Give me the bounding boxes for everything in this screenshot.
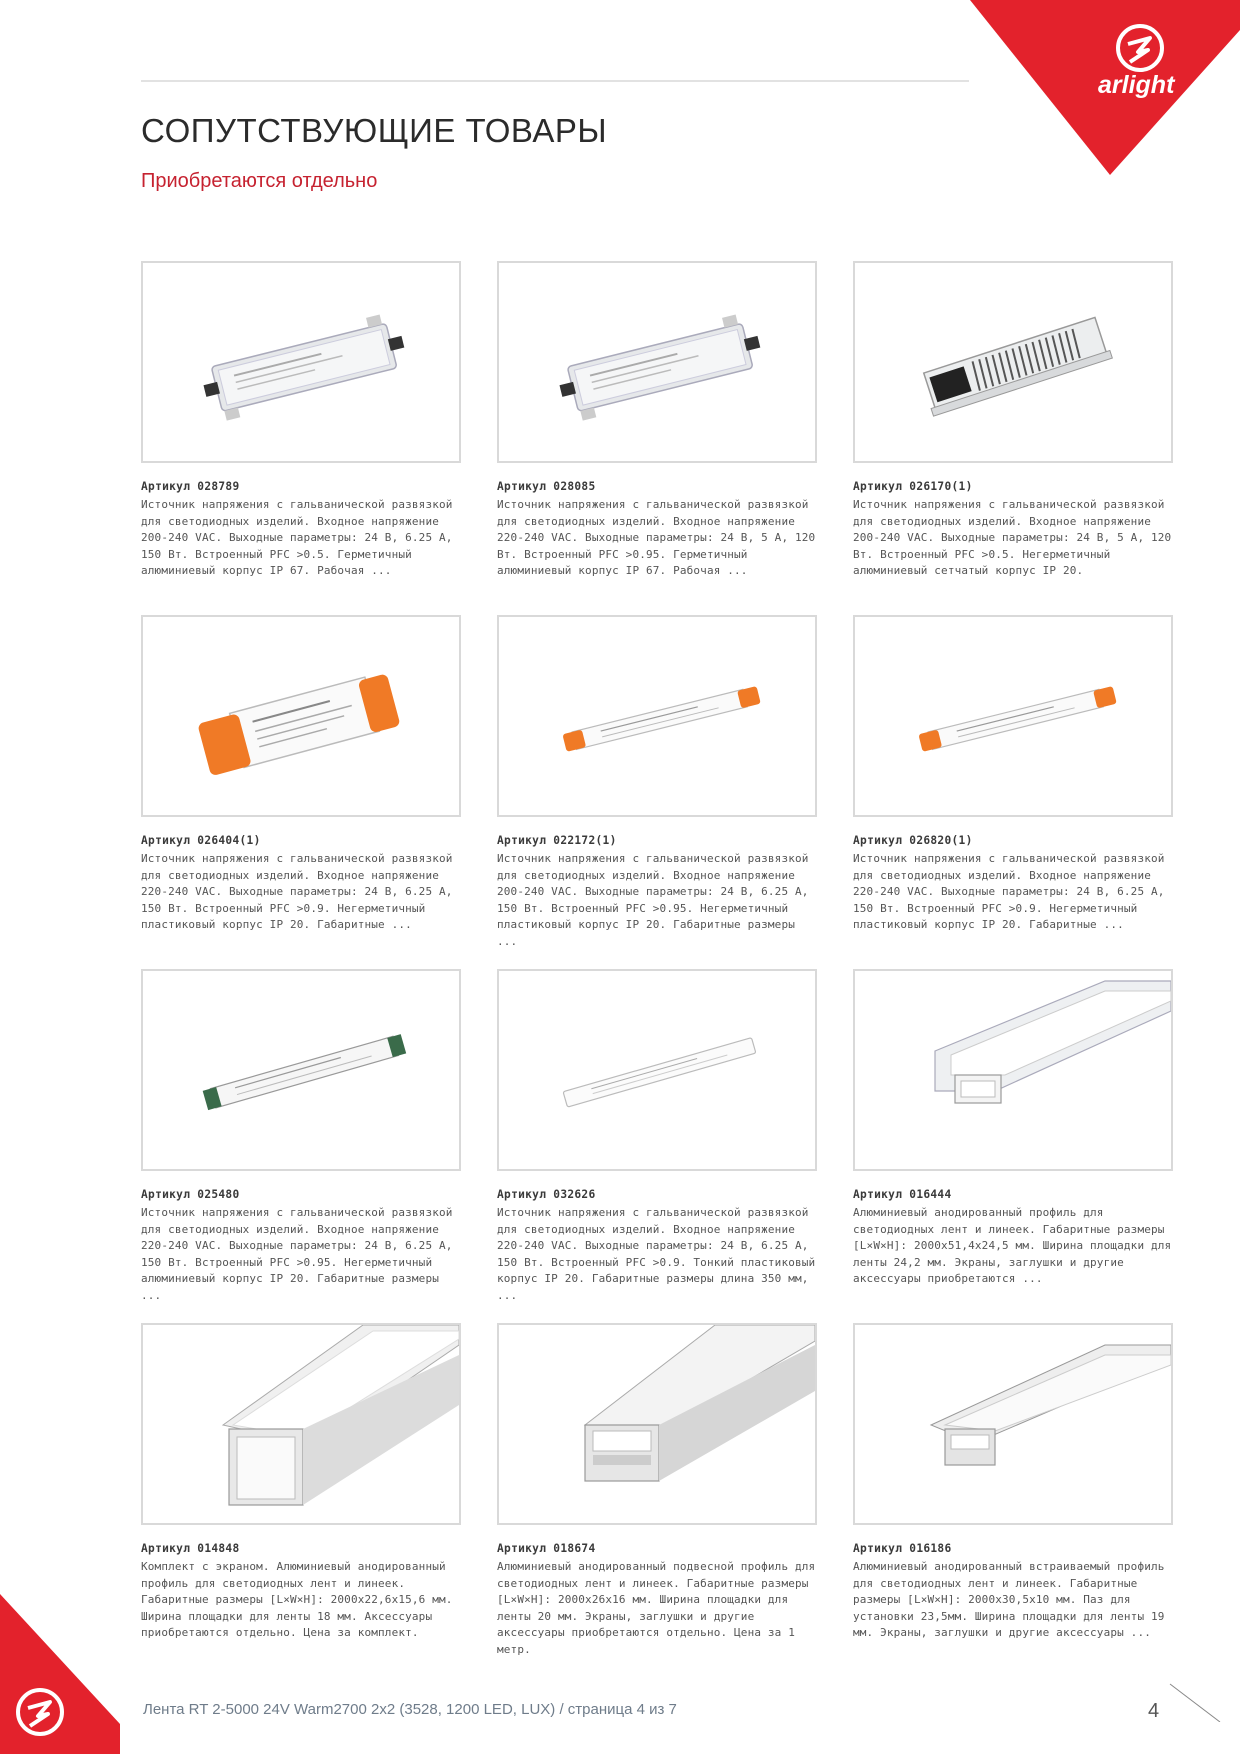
product-description: Источник напряжения с гальванической развязкой для светодиодных изделий. Входное напряжение 200-240 VAC. Выходные параметры: 24 В, 5 А, 120 Вт. Встроенный PFC >0.5. Негерметичный алюминиевый сетчатый корпус IP 20. (853, 498, 1172, 578)
waterproof-psu-image[interactable] (497, 261, 817, 463)
plastic-psu-image-svg (143, 617, 459, 815)
slim-psu-image-svg (499, 617, 815, 815)
footer-text: Лента RT 2-5000 24V Warm2700 2x2 (3528, 1200 LED, LUX) / страница 4 из 7 (143, 1701, 677, 1718)
product-sku: Артикул 026404(1) (141, 834, 261, 847)
product-card[interactable] (853, 615, 1173, 934)
product-card[interactable] (497, 261, 817, 580)
mesh-psu-image-svg (855, 263, 1171, 461)
product-description: Источник напряжения с гальванической развязкой для светодиодных изделий. Входное напряжение 220-240 VAC. Выходные параметры: 24 В, 6.25 А, 150 Вт. Встроенный PFC >0.9. Негерметичный пластиковый корпус IP 20. Габаритные ... (853, 852, 1165, 932)
recessed-profile-image[interactable] (853, 1323, 1173, 1525)
product-sku: Артикул 026820(1) (853, 834, 973, 847)
product-description: Алюминиевый анодированный подвесной профиль для светодиодных лент и линеек. Габаритные размеры [L×W×H]: 2000x26x16 мм. Ширина площадки для ленты 20 мм. Экраны, заглушки и другие аксессуары приобретаются отдельно. Цена за 1 метр. (497, 1560, 816, 1656)
product-description: Алюминиевый анодированный профиль для светодиодных лент и линеек. Габаритные размеры [L×W×H]: 2000x51,4x24,5 мм. Ширина площадки для ленты 24,2 мм. Экраны, заглушки и другие аксессуары приобретаются ... (853, 1206, 1172, 1286)
product-sku: Артикул 028085 (497, 480, 596, 493)
angled-profile-image[interactable] (853, 969, 1173, 1171)
header-rule (141, 80, 969, 82)
slim-psu-image[interactable] (853, 615, 1173, 817)
product-sku: Артикул 032626 (497, 1188, 596, 1201)
profile-image-svg (143, 1325, 459, 1523)
waterproof-psu-image-svg (499, 263, 815, 461)
product-sku: Артикул 016444 (853, 1188, 952, 1201)
product-description: Комплект с экраном. Алюминиевый анодированный профиль для светодиодных лент и линеек. Габаритные размеры [L×W×H]: 2000x22,6x15,6 мм. Ширина площадки для ленты 18 мм. Аксессуары приобретаются отдельно. Цена за комплект. (141, 1560, 453, 1640)
product-sku: Артикул 018674 (497, 1542, 596, 1555)
product-card[interactable] (141, 615, 461, 934)
slim-aluminium-psu-image-svg (143, 971, 459, 1169)
product-description: Источник напряжения с гальванической развязкой для светодиодных изделий. Входное напряжение 220-240 VAC. Выходные параметры: 24 В, 6.25 А, 150 Вт. Встроенный PFC >0.95. Негерметичный алюминиевый корпус IP 20. Габаритные размеры ... (141, 1206, 453, 1302)
mesh-psu-image[interactable] (853, 261, 1173, 463)
product-description: Источник напряжения с гальванической развязкой для светодиодных изделий. Входное напряжение 220-240 VAC. Выходные параметры: 24 В, 5 А, 120 Вт. Встроенный PFC >0.95. Герметичный алюминиевый корпус IP 67. Рабочая ... (497, 498, 816, 578)
slim-psu-image-svg (855, 617, 1171, 815)
product-sku: Артикул 014848 (141, 1542, 240, 1555)
product-card[interactable] (497, 1323, 817, 1659)
product-description: Источник напряжения с гальванической развязкой для светодиодных изделий. Входное напряжение 200-240 VAC. Выходные параметры: 24 В, 6.25 А, 150 Вт. Встроенный PFC >0.95. Негерметичный пластиковый корпус IP 20. Габаритные размеры ... (497, 852, 809, 948)
product-sku: Артикул 022172(1) (497, 834, 617, 847)
page-corner-line (1168, 1682, 1228, 1722)
page-number: 4 (1148, 1700, 1160, 1722)
product-card[interactable] (853, 261, 1173, 580)
slim-psu-image[interactable] (497, 615, 817, 817)
waterproof-psu-image-svg (143, 263, 459, 461)
profile-image[interactable] (141, 1323, 461, 1525)
product-description: Источник напряжения с гальванической развязкой для светодиодных изделий. Входное напряжение 200-240 VAC. Выходные параметры: 24 В, 6.25 А, 150 Вт. Встроенный PFC >0.5. Герметичный алюминиевый корпус IP 67. Рабочая ... (141, 498, 453, 578)
page-subtitle: Приобретаются отдельно (141, 170, 378, 192)
product-sku: Артикул 025480 (141, 1188, 240, 1201)
product-card[interactable] (141, 969, 461, 1305)
product-card[interactable] (853, 1323, 1173, 1642)
product-description: Источник напряжения с гальванической развязкой для светодиодных изделий. Входное напряжение 220-240 VAC. Выходные параметры: 24 В, 6.25 А, 150 Вт. Встроенный PFC >0.9. Негерметичный пластиковый корпус IP 20. Габаритные ... (141, 852, 453, 932)
waterproof-psu-image[interactable] (141, 261, 461, 463)
thin-white-psu-image-svg (499, 971, 815, 1169)
recessed-profile-image-svg (855, 1325, 1171, 1523)
product-card[interactable] (497, 969, 817, 1305)
brand-name: arlight (1098, 71, 1175, 99)
brand-corner-bottom (0, 1594, 120, 1754)
angled-profile-image-svg (855, 971, 1171, 1169)
product-description: Алюминиевый анодированный встраиваемый профиль для светодиодных лент и линеек. Габаритные размеры [L×W×H]: 2000x30,5x10 мм. Паз для установки 23,5мм. Ширина площадки для ленты 19 мм. Экраны, заглушки и другие аксессуары ... (853, 1560, 1165, 1640)
product-sku: Артикул 028789 (141, 480, 240, 493)
brand-corner (900, 0, 1240, 175)
product-card[interactable] (853, 969, 1173, 1288)
product-card[interactable] (141, 1323, 461, 1642)
slim-aluminium-psu-image[interactable] (141, 969, 461, 1171)
product-sku: Артикул 016186 (853, 1542, 952, 1555)
thin-white-psu-image[interactable] (497, 969, 817, 1171)
product-description: Источник напряжения с гальванической развязкой для светодиодных изделий. Входное напряжение 220-240 VAC. Выходные параметры: 24 В, 6.25 А, 150 Вт. Встроенный PFC >0.9. Тонкий пластиковый корпус IP 20. Габаритные размеры длина 350 мм, ... (497, 1206, 816, 1302)
pendant-profile-image-svg (499, 1325, 815, 1523)
product-card[interactable] (141, 261, 461, 580)
product-sku: Артикул 026170(1) (853, 480, 973, 493)
plastic-psu-image[interactable] (141, 615, 461, 817)
product-card[interactable] (497, 615, 817, 951)
pendant-profile-image[interactable] (497, 1323, 817, 1525)
page-title: СОПУТСТВУЮЩИЕ ТОВАРЫ (141, 112, 608, 149)
